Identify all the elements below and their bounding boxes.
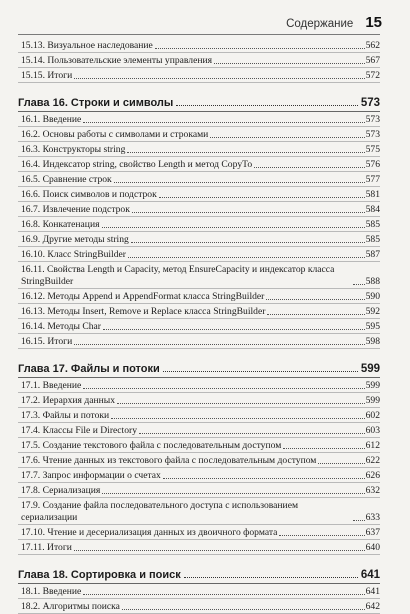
toc-entry-page: 588 bbox=[365, 276, 380, 287]
toc-entry bbox=[18, 53, 380, 68]
toc-entry-page: 567 bbox=[365, 55, 380, 66]
toc-entry-title: 16.14. Методы Char bbox=[21, 321, 102, 332]
toc-entry-page: 587 bbox=[365, 249, 380, 260]
toc-entry-title: 17.1. Введение bbox=[21, 380, 82, 391]
toc-entry bbox=[18, 525, 380, 540]
page-number: 15 bbox=[365, 14, 382, 31]
toc-entry-title: 16.15. Итоги bbox=[21, 336, 73, 347]
toc-entry-title: Глава 16. Строки и символы bbox=[18, 97, 174, 109]
toc-entry-page: 640 bbox=[365, 542, 380, 553]
toc-entry bbox=[18, 172, 380, 187]
toc-entry-page: 595 bbox=[365, 321, 380, 332]
toc-entry bbox=[18, 378, 380, 393]
toc-entry-title: 16.12. Методы Append и AppendFormat класса StringBuilder bbox=[21, 291, 265, 302]
dot-leader bbox=[214, 63, 365, 64]
toc-entry bbox=[18, 423, 380, 438]
toc-entry bbox=[18, 498, 380, 525]
toc-entry-title: 16.13. Методы Insert, Remove и Replace класса StringBuilder bbox=[21, 306, 266, 317]
toc-entry-title: 16.10. Класс StringBuilder bbox=[21, 249, 126, 260]
dot-leader bbox=[132, 212, 365, 213]
toc-entry bbox=[18, 334, 380, 349]
toc-entry-title: 18.1. Введение bbox=[21, 586, 82, 597]
toc-entry-title: 16.5. Сравнение строк bbox=[21, 174, 112, 185]
dot-leader bbox=[131, 242, 365, 243]
toc-entry bbox=[18, 468, 380, 483]
toc-entry-title: 17.5. Создание текстового файла с последовательным доступом bbox=[21, 440, 282, 451]
dot-leader bbox=[103, 329, 365, 330]
dot-leader bbox=[318, 463, 364, 464]
toc-entry bbox=[18, 289, 380, 304]
toc-entry-page: 602 bbox=[365, 410, 380, 421]
dot-leader bbox=[353, 520, 365, 521]
toc-entry-title: 16.2. Основы работы с символами и строками bbox=[21, 129, 209, 140]
toc-entry-page: 562 bbox=[365, 40, 380, 51]
dot-leader bbox=[117, 403, 365, 404]
dot-leader bbox=[254, 167, 364, 168]
toc-entry bbox=[18, 127, 380, 142]
toc-entry-page: 642 bbox=[365, 601, 380, 612]
toc-entry-page: 576 bbox=[365, 159, 380, 170]
toc-entry bbox=[18, 202, 380, 217]
toc-entry-title: 16.6. Поиск символов и подстрок bbox=[21, 189, 157, 200]
toc-entry-page: 572 bbox=[365, 70, 380, 81]
toc-entry-page: 599 bbox=[360, 363, 380, 375]
toc-entry-title: 17.10. Чтение и десериализация данных из двоичного формата bbox=[21, 527, 278, 538]
toc-entry-title: 16.4. Индексатор string, свойство Length и метод CopyTo bbox=[21, 159, 253, 170]
dot-leader bbox=[176, 105, 358, 106]
toc-entry bbox=[18, 438, 380, 453]
toc-entry-page: 599 bbox=[365, 380, 380, 391]
toc-entry bbox=[18, 584, 380, 599]
toc-entry-page: 626 bbox=[365, 470, 380, 481]
toc-entry-title: 15.15. Итоги bbox=[21, 70, 73, 81]
section-title: Содержание bbox=[286, 18, 354, 30]
toc-entry-title: 17.9. Создание файла последовательного доступа с использованием сериализации bbox=[21, 500, 299, 523]
toc-entry-title: 16.7. Извлечение подстрок bbox=[21, 204, 130, 215]
dot-leader bbox=[267, 314, 364, 315]
toc-entry-page: 612 bbox=[365, 440, 380, 451]
toc-entry-page: 585 bbox=[365, 219, 380, 230]
toc-entry-title: 16.1. Введение bbox=[21, 114, 82, 125]
toc-entry bbox=[18, 262, 380, 289]
toc-entry-title: 15.13. Визуальное наследование bbox=[21, 40, 153, 51]
toc-entry bbox=[18, 68, 380, 83]
toc-entry bbox=[18, 187, 380, 202]
toc-entry bbox=[18, 319, 380, 334]
toc-entry-title: 17.6. Чтение данных из текстового файла с последовательным доступом bbox=[21, 455, 317, 466]
dot-leader bbox=[74, 550, 365, 551]
dot-leader bbox=[266, 299, 364, 300]
dot-leader bbox=[283, 448, 364, 449]
dot-leader bbox=[139, 433, 365, 434]
toc-entry-title: 17.3. Файлы и потоки bbox=[21, 410, 110, 421]
toc-entry-title: 18.2. Алгоритмы поиска bbox=[21, 601, 120, 612]
toc-entry bbox=[18, 232, 380, 247]
dot-leader bbox=[279, 535, 364, 536]
toc-entry-title: 16.8. Конкатенация bbox=[21, 219, 100, 230]
dot-leader bbox=[210, 137, 364, 138]
dot-leader bbox=[163, 371, 358, 372]
toc-entry-title: 15.14. Пользовательские элементы управления bbox=[21, 55, 213, 66]
toc-entry bbox=[18, 247, 380, 262]
dot-leader bbox=[74, 78, 364, 79]
toc-entry-title: 17.7. Запрос информации о счетах bbox=[21, 470, 161, 481]
toc-entry-page: 603 bbox=[365, 425, 380, 436]
dot-leader bbox=[128, 257, 365, 258]
toc-entry-title: 17.8. Сериализация bbox=[21, 485, 101, 496]
dot-leader bbox=[114, 182, 365, 183]
toc-entry-page: 622 bbox=[365, 455, 380, 466]
toc-entry bbox=[18, 483, 380, 498]
toc-entry-page: 633 bbox=[365, 512, 380, 523]
toc-entry-page: 577 bbox=[365, 174, 380, 185]
toc-entry-title: Глава 17. Файлы и потоки bbox=[18, 363, 160, 375]
toc-entry-page: 599 bbox=[365, 395, 380, 406]
toc-entry-page: 641 bbox=[365, 586, 380, 597]
toc-entry-page: 575 bbox=[365, 144, 380, 155]
dot-leader bbox=[127, 152, 364, 153]
toc-entry-title: 16.9. Другие методы string bbox=[21, 234, 129, 245]
toc-entry-page: 590 bbox=[365, 291, 380, 302]
dot-leader bbox=[122, 609, 365, 610]
toc-entry-page: 581 bbox=[365, 189, 380, 200]
toc-entry bbox=[18, 38, 380, 53]
toc-entry bbox=[18, 393, 380, 408]
toc-chapter bbox=[18, 353, 380, 378]
dot-leader bbox=[102, 227, 365, 228]
dot-leader bbox=[83, 122, 364, 123]
dot-leader bbox=[159, 197, 365, 198]
dot-leader bbox=[83, 594, 364, 595]
running-header bbox=[0, 14, 382, 30]
toc-entry-page: 641 bbox=[360, 569, 380, 581]
toc-entry-title: 17.11. Итоги bbox=[21, 542, 72, 553]
toc-entry-title: Глава 18. Сортировка и поиск bbox=[18, 569, 181, 581]
toc-entry bbox=[18, 453, 380, 468]
toc-entry bbox=[18, 599, 380, 614]
dot-leader bbox=[184, 577, 358, 578]
toc-entry-title: 16.11. Свойства Length и Capacity, метод EnsureCapacity и индексатор класса StringBuilder bbox=[21, 264, 335, 287]
dot-leader bbox=[102, 493, 364, 494]
toc-entry-page: 573 bbox=[360, 97, 380, 109]
dot-leader bbox=[111, 418, 364, 419]
header-rule bbox=[18, 34, 380, 35]
toc-chapter bbox=[18, 87, 380, 112]
toc-entry-page: 573 bbox=[365, 129, 380, 140]
dot-leader bbox=[74, 344, 364, 345]
toc-entry-title: 16.3. Конструкторы string bbox=[21, 144, 126, 155]
toc-entry-page: 637 bbox=[365, 527, 380, 538]
dot-leader bbox=[163, 478, 365, 479]
toc-entry-page: 584 bbox=[365, 204, 380, 215]
toc-entry-page: 592 bbox=[365, 306, 380, 317]
toc-chapter bbox=[18, 559, 380, 584]
toc-entry bbox=[18, 408, 380, 423]
toc-entry bbox=[18, 217, 380, 232]
toc-entry bbox=[18, 142, 380, 157]
toc-entry-title: 17.4. Классы File и Directory bbox=[21, 425, 138, 436]
toc-entry-page: 585 bbox=[365, 234, 380, 245]
toc-entry-page: 598 bbox=[365, 336, 380, 347]
dot-leader bbox=[155, 48, 365, 49]
dot-leader bbox=[353, 284, 365, 285]
toc-entry bbox=[18, 157, 380, 172]
toc-entry bbox=[18, 112, 380, 127]
table-of-contents bbox=[18, 38, 380, 614]
toc-entry bbox=[18, 304, 380, 319]
toc-entry-page: 632 bbox=[365, 485, 380, 496]
toc-entry-title: 17.2. Иерархия данных bbox=[21, 395, 116, 406]
toc-entry-page: 573 bbox=[365, 114, 380, 125]
dot-leader bbox=[83, 388, 364, 389]
toc-entry bbox=[18, 540, 380, 555]
